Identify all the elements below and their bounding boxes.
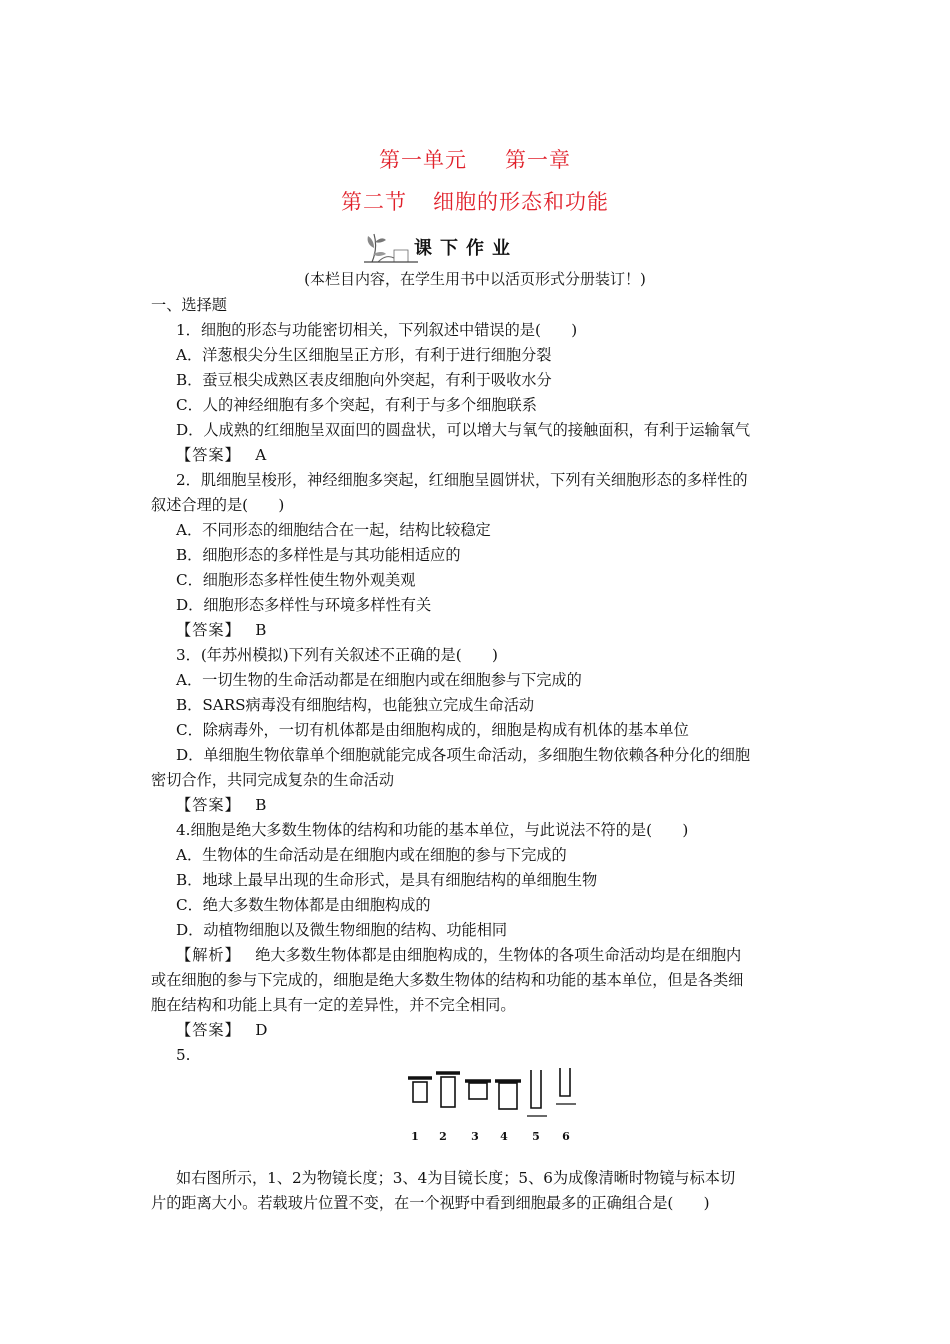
analysis-text: 绝大多数生物体都是由细胞构成的，生物体的各项生命活动均是在细胞内 <box>255 946 742 964</box>
q2-stem-line1: 2．肌细胞呈梭形，神经细胞多突起，红细胞呈圆饼状，下列有关细胞形态的多样性的 <box>176 471 748 489</box>
answer-value: B <box>255 796 267 814</box>
q1-option-c: C．人的神经细胞有多个突起，有利于与多个细胞联系 <box>176 396 537 414</box>
q3-option-d-line2: 密切合作，共同完成复杂的生命活动 <box>151 771 394 789</box>
q4-analysis-line1 <box>176 945 741 965</box>
banner-text: 课下作业 <box>414 238 518 259</box>
figure-label-2: 2 <box>439 1130 447 1143</box>
unit-chapter-title <box>0 144 950 174</box>
q3-answer <box>176 795 266 815</box>
q2-option-b: B．细胞形态的多样性是与其功能相适应的 <box>176 546 461 564</box>
q4-analysis-line2: 或在细胞的参与下完成的，细胞是绝大多数生物体的结构和功能的基本单位，但是各类细 <box>151 971 744 989</box>
answer-label: 【答案】 <box>176 1021 241 1039</box>
q1-option-b: B．蚕豆根尖成熟区表皮细胞向外突起，有利于吸收水分 <box>176 371 552 389</box>
q1-option-a: A．洋葱根尖分生区细胞呈正方形，有利于进行细胞分裂 <box>176 346 552 364</box>
q5-number: 5. <box>176 1046 191 1064</box>
q4-option-b: B．地球上最早出现的生命形式，是具有细胞结构的单细胞生物 <box>176 871 598 889</box>
unit-label: 第一单元 <box>379 148 467 172</box>
section-heading: 一、选择题 <box>151 296 227 314</box>
section-title <box>0 186 950 216</box>
q4-option-a: A．生物体的生命活动是在细胞内或在细胞的参与下完成的 <box>176 846 567 864</box>
figure-label-5: 5 <box>532 1130 540 1143</box>
q4-option-d: D．动植物细胞以及微生物细胞的结构、功能相同 <box>176 921 508 939</box>
microscope-lens-figure <box>405 1068 585 1148</box>
q2-answer <box>176 620 266 640</box>
q2-option-c: C．细胞形态多样性使生物外观美观 <box>176 571 416 589</box>
q1-stem: 1．细胞的形态与功能密切相关，下列叙述中错误的是( ) <box>176 321 578 339</box>
q4-answer <box>176 1020 267 1040</box>
q3-option-d-line1: D．单细胞生物依靠单个细胞就能完成各项生命活动，多细胞生物依赖各种分化的细胞 <box>176 746 751 764</box>
figure-label-6: 6 <box>562 1130 570 1143</box>
answer-label: 【答案】 <box>176 796 241 814</box>
answer-value: D <box>255 1021 268 1039</box>
chapter-label: 第一章 <box>505 148 571 172</box>
q5-text-line2: 片的距离大小。若载玻片位置不变，在一个视野中看到细胞最多的正确组合是( ) <box>151 1194 710 1212</box>
homework-banner <box>364 228 594 264</box>
q2-option-a: A．不同形态的细胞结合在一起，结构比较稳定 <box>176 521 491 539</box>
answer-label: 【答案】 <box>176 446 241 464</box>
q1-answer <box>176 445 266 465</box>
section-label: 第二节 <box>341 190 407 214</box>
plant-ornament-icon <box>364 228 418 264</box>
analysis-label: 【解析】 <box>176 946 241 964</box>
figure-label-3: 3 <box>471 1130 479 1143</box>
q3-stem: 3．(年苏州模拟)下列有关叙述不正确的是( ) <box>176 646 498 664</box>
q5-text-line1: 如右图所示，1、2为物镜长度；3、4为目镜长度；5、6为成像清晰时物镜与标本切 <box>176 1169 736 1187</box>
q2-stem-line2: 叙述合理的是( ) <box>151 496 285 514</box>
figure-label-1: 1 <box>411 1130 419 1143</box>
q3-option-b: B．SARS病毒没有细胞结构，也能独立完成生命活动 <box>176 696 535 714</box>
answer-value: B <box>255 621 267 639</box>
answer-label: 【答案】 <box>176 621 241 639</box>
q1-option-d: D．人成熟的红细胞呈双面凹的圆盘状，可以增大与氧气的接触面积，有利于运输氧气 <box>176 421 751 439</box>
q4-stem: 4.细胞是绝大多数生物体的结构和功能的基本单位，与此说法不符的是( ) <box>176 821 689 839</box>
q3-option-c: C．除病毒外，一切有机体都是由细胞构成的，细胞是构成有机体的基本单位 <box>176 721 689 739</box>
q2-option-d: D．细胞形态多样性与环境多样性有关 <box>176 596 432 614</box>
q4-analysis-line3: 胞在结构和功能上具有一定的差异性，并不完全相同。 <box>151 996 516 1014</box>
q3-option-a: A．一切生物的生命活动都是在细胞内或在细胞参与下完成的 <box>176 671 582 689</box>
answer-value: A <box>255 446 267 464</box>
figure-label-4: 4 <box>500 1130 508 1143</box>
binding-note: (本栏目内容，在学生用书中以活页形式分册装订！) <box>304 270 646 288</box>
section-name: 细胞的形态和功能 <box>433 190 609 214</box>
q4-option-c: C．绝大多数生物体都是由细胞构成的 <box>176 896 431 914</box>
